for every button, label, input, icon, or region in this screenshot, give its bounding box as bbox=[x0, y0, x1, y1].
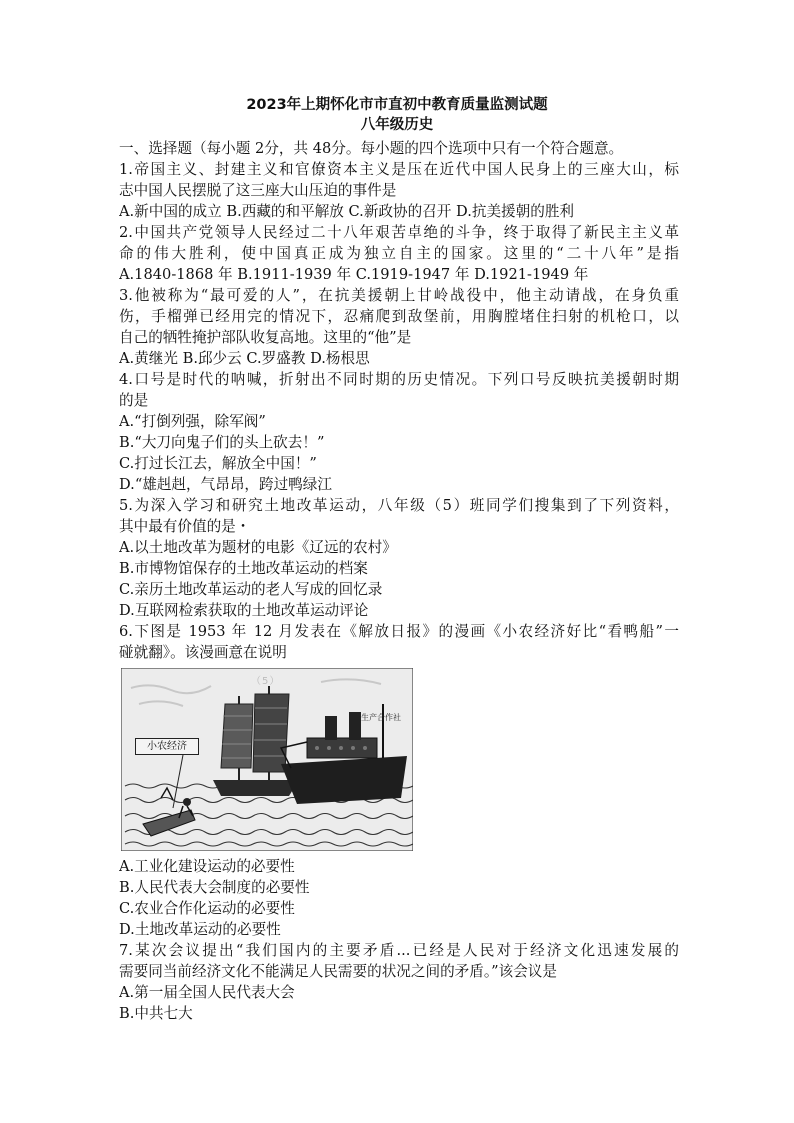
question-stem-line: 伤，手榴弹已经用完的情况下，忍痛爬到敌堡前，用胸膛堵住扫射的机枪口，以 bbox=[119, 308, 679, 325]
answer-option-d: D.“雄赳赳，气昂昂，跨过鸭绿江 bbox=[119, 476, 332, 493]
answer-option-b: B.市博物馆保存的土地改革运动的档案 bbox=[119, 560, 368, 577]
answer-option-b: B.中共七大 bbox=[119, 1005, 193, 1022]
label-small-farm-economy: 小农经济 bbox=[135, 738, 199, 755]
question-stem-line: 需要同当前经济文化不能满足人民需要的状况之间的矛盾。”该会议是 bbox=[119, 963, 557, 980]
section-heading: 一、选择题（每小题 2分，共 48分。每小题的四个选项中只有一个符合题意。 bbox=[119, 140, 624, 157]
exam-subtitle: 八年级历史 bbox=[360, 117, 434, 133]
question-stem-line: 4.口号是时代的呐喊，折射出不同时期的历史情况。下列口号反映抗美援朝时期 bbox=[119, 371, 679, 388]
answer-option-c: C.打过长江去，解放全中国！” bbox=[119, 455, 317, 472]
label-production-coop: 生产合作社 bbox=[361, 713, 401, 722]
answer-options: A.新中国的成立 B.西藏的和平解放 C.新政协的召开 D.抗美援朝的胜利 bbox=[119, 203, 575, 220]
answer-option-a: A.以土地改革为题材的电影《辽远的农村》 bbox=[119, 539, 397, 556]
question-stem-line: 自己的牺牲掩护部队收复高地。这里的“他”是 bbox=[119, 329, 412, 346]
question-stem-line: 5.为深入学习和研究土地改革运动，八年级（5）班同学们搜集到了下列资料， bbox=[119, 497, 679, 514]
answer-option-d: D.土地改革运动的必要性 bbox=[119, 921, 281, 938]
answer-option-a: A.第一届全国人民代表大会 bbox=[119, 984, 295, 1001]
answer-option-a: A.工业化建设运动的必要性 bbox=[119, 858, 295, 875]
answer-option-b: B.人民代表大会制度的必要性 bbox=[119, 879, 310, 896]
answer-option-d: D.互联网检索获取的土地改革运动评论 bbox=[119, 602, 369, 619]
cartoon-illustration bbox=[121, 668, 413, 851]
cartoon-figure bbox=[121, 668, 413, 851]
answer-option-a: A.“打倒列强，除军阀” bbox=[119, 413, 266, 430]
answer-option-c: C.亲历土地改革运动的老人写成的回忆录 bbox=[119, 581, 383, 598]
question-6 bbox=[119, 621, 679, 940]
question-5 bbox=[119, 495, 679, 621]
question-stem-line: 1.帝国主义、封建主义和官僚资本主义是压在近代中国人民身上的三座大山，标 bbox=[119, 161, 679, 178]
question-stem-line: 的是 bbox=[119, 392, 149, 409]
answer-option-b: B.“大刀向鬼子们的头上砍去！” bbox=[119, 434, 325, 451]
question-stem-line: 2.中国共产党领导人民经过二十八年艰苦卓绝的斗争，终于取得了新民主主义革 bbox=[119, 224, 679, 241]
answer-options: A.1840-1868 年 B.1911-1939 年 C.1919-1947 年 D.1921-1949 年 bbox=[119, 266, 589, 283]
question-stem-line: 6.下图是 1953 年 12 月发表在《解放日报》的漫画《小农经济好比“看鸭船”一 bbox=[119, 623, 679, 640]
question-stem-line: 其中最有价值的是・ bbox=[119, 518, 251, 535]
exam-title: 2023年上期怀化市市直初中教育质量监测试题 bbox=[246, 97, 548, 113]
answer-option-c: C.农业合作化运动的必要性 bbox=[119, 900, 295, 917]
question-7 bbox=[119, 940, 679, 1024]
question-3 bbox=[119, 285, 679, 369]
question-stem-line: 志中国人民摆脱了这三座大山压迫的事件是 bbox=[119, 182, 397, 199]
answer-options: A.黄继光 B.邱少云 C.罗盛教 D.杨根思 bbox=[119, 350, 370, 367]
exam-content bbox=[119, 138, 679, 1024]
faint-caption: （5） bbox=[251, 676, 281, 687]
question-stem-line: 命的伟大胜利，使中国真正成为独立自主的国家。这里的“二十八年”是指 bbox=[119, 245, 679, 262]
question-4 bbox=[119, 369, 679, 495]
question-stem-line: 3.他被称为“最可爱的人”，在抗美援朝上甘岭战役中，他主动请战，在身负重 bbox=[119, 287, 679, 304]
question-1 bbox=[119, 159, 679, 222]
question-2 bbox=[119, 222, 679, 285]
question-stem-line: 碰就翻》。该漫画意在说明 bbox=[119, 644, 287, 661]
question-stem-line: 7.某次会议提出“我们国内的主要矛盾...已经是人民对于经济文化迅速发展的 bbox=[119, 942, 679, 959]
